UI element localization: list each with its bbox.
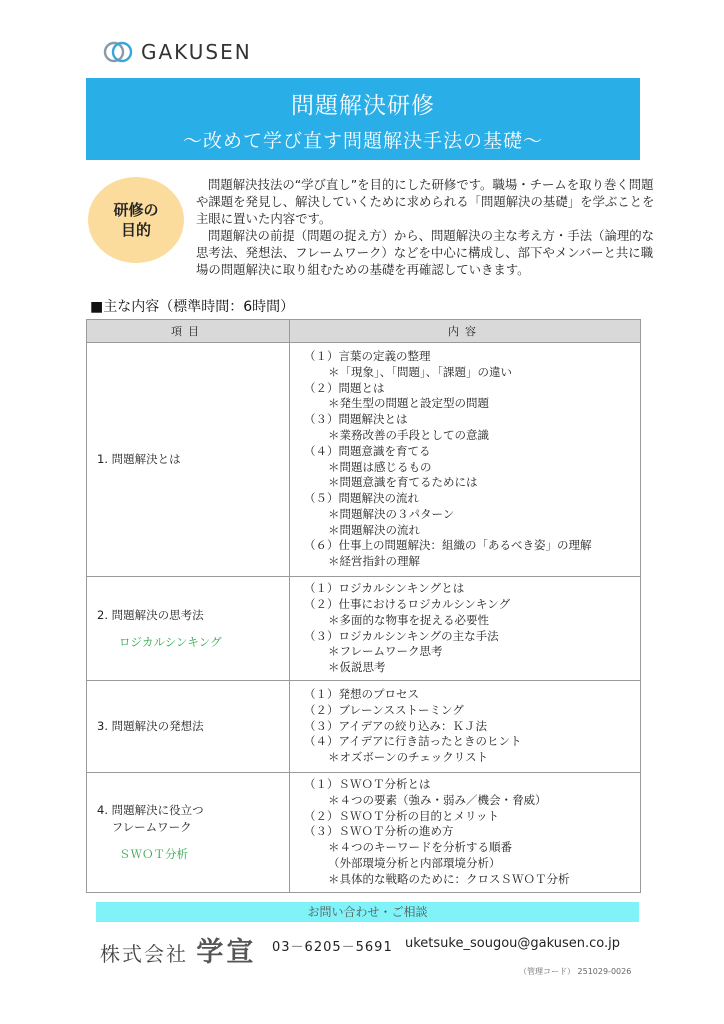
table-row: [87, 577, 641, 681]
header-content: 内容: [290, 320, 641, 343]
purpose-paragraph-1: 問題解決技法の“学び直し”を目的にした研修です。職場・チームを取り巻く問題や課題を発見し、解決していくために求められる「問題解決の基礎」を学ぶことを主眼に置いた内容です。: [196, 177, 655, 226]
company-prefix: 株式会社: [100, 942, 188, 966]
purpose-badge: [88, 177, 184, 263]
row-item-label: 4. 問題解決に役立つ フレームワーク: [97, 802, 204, 834]
row-item-label: 1. 問題解決とは: [97, 452, 181, 466]
content-point: （５）問題解決の流れ: [304, 491, 419, 506]
content-subpoint: ＊多面的な物事を捉える必要性: [328, 612, 489, 627]
content-subpoint: ＊発生型の問題と設定型の問題: [328, 396, 489, 411]
purpose-badge-line2: 目的: [120, 221, 151, 239]
table-row: [87, 773, 641, 893]
content-subpoint: ＊「現象」、「問題」、「課題」の違い: [328, 364, 512, 379]
content-point: （２）ＳＷＯＴ分析の目的とメリット: [304, 808, 500, 823]
content-subpoint: ＊具体的な戦略のために：クロスＳＷＯＴ分析: [328, 871, 570, 886]
row-item-label: 2. 問題解決の思考法: [97, 607, 204, 622]
content-point: （２）ブレーンスストーミング: [304, 702, 464, 717]
purpose-description: [196, 176, 656, 278]
content-point: （３）ＳＷＯＴ分析の進め方: [304, 824, 454, 839]
content-subpoint: ＊問題は感じるもの: [328, 459, 432, 474]
content-subpoint: （外部環境分析と内部環境分析）: [328, 855, 501, 870]
row-item-cell: [87, 773, 290, 893]
row-item-cell: [87, 343, 290, 577]
row-content-cell: [290, 681, 641, 773]
content-point: （１）言葉の定義の整理: [304, 348, 431, 363]
table-row: [87, 681, 641, 773]
content-table: [86, 319, 641, 893]
management-code: （管理コード） 251029-0026: [519, 967, 632, 976]
content-subpoint: ＊フレームワーク思考: [328, 644, 443, 659]
page-title: 問題解決研修: [291, 93, 435, 119]
table-row: [87, 343, 641, 577]
content-point: （１）発想のプロセス: [304, 687, 419, 701]
content-point: （３）ロジカルシンキングの主な手法: [304, 628, 499, 643]
content-point: （３）アイデアの絞り込み：ＫＪ法: [304, 718, 487, 733]
row-item-cell: [87, 577, 290, 681]
row-item-subtitle: ロジカルシンキング: [119, 634, 222, 649]
content-subpoint: ＊問題解決の流れ: [328, 522, 420, 537]
page-subtitle: ～改めて学び直す問題解決手法の基礎～: [182, 130, 543, 152]
title-banner: [86, 78, 640, 160]
row-content-cell: [290, 577, 641, 681]
row-content-cell: [290, 773, 641, 893]
content-point: （３）問題解決とは: [304, 412, 408, 427]
row-item-subtitle: ＳＷＯＴ分析: [119, 846, 188, 861]
content-subpoint: ＊問題解決の３パターン: [328, 506, 455, 521]
content-point: （１）ＳＷＯＴ分析とは: [304, 777, 431, 791]
content-subpoint: ＊４つのキーワードを分析する順番: [328, 840, 512, 855]
content-point: （６）仕事上の問題解決：組織の「あるべき姿」の理解: [304, 538, 592, 553]
gakusen-logo-icon: [103, 38, 133, 66]
email-address[interactable]: uketsuke_sougou@gakusen.co.jp: [405, 936, 620, 951]
row-item-cell: [87, 681, 290, 773]
purpose-badge-line1: 研修の: [113, 201, 159, 219]
company-brand: 学宣: [196, 937, 257, 968]
content-point: （２）問題とは: [304, 380, 385, 395]
content-subpoint: ＊４つの要素（強み・弱み／機会・脅威）: [328, 792, 547, 807]
contact-bar: お問い合わせ・ご相談: [96, 902, 639, 922]
content-subpoint: ＊問題意識を育てるためには: [328, 475, 478, 490]
table-header-row: [87, 320, 641, 343]
content-point: （４）アイデアに行き詰ったときのヒント: [304, 734, 522, 749]
content-point: （１）ロジカルシンキングとは: [304, 581, 465, 596]
row-item-label: 3. 問題解決の発想法: [97, 719, 204, 733]
purpose-paragraph-2: 問題解決の前提（問題の捉え方）から、問題解決の主な考え方・手法（論理的な思考法、発想法、フレームワーク）などを中心に構成し、部下やメンバーと共に職場の問題解決に取り組むための基礎を再確認していきます。: [196, 228, 655, 277]
content-point: （２）仕事におけるロジカルシンキング: [304, 596, 511, 611]
company-logo: [103, 36, 252, 68]
section-title: ■主な内容（標準時間：6時間）: [90, 299, 295, 315]
row-content-cell: [290, 343, 641, 577]
content-subpoint: ＊オズボーンのチェックリスト: [328, 750, 489, 765]
company-name: [100, 930, 256, 969]
content-subpoint: ＊経営指針の理解: [328, 554, 420, 569]
content-point: （４）問題意識を育てる: [304, 443, 431, 458]
brand-name: GAKUSEN: [141, 40, 252, 64]
content-subpoint: ＊業務改善の手段としての意識: [328, 427, 489, 442]
header-item: 項目: [87, 320, 290, 343]
phone-number[interactable]: 03－6205－5691: [272, 940, 393, 955]
content-subpoint: ＊仮説思考: [328, 660, 386, 675]
